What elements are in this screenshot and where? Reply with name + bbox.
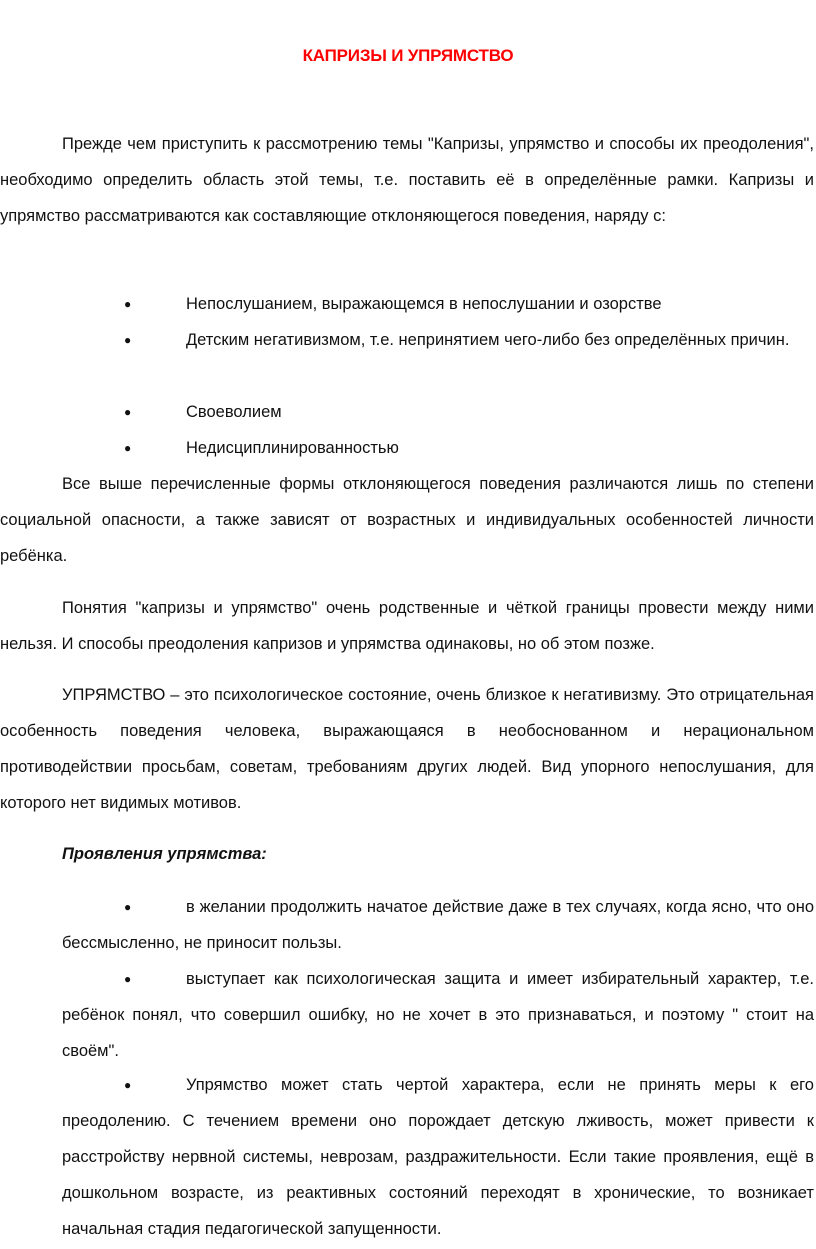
bullet-icon: ● [124, 333, 132, 347]
bullet-icon: ● [124, 1078, 132, 1092]
bullet-icon: ● [124, 441, 132, 455]
bullet-icon: ● [124, 405, 132, 419]
list-item [62, 394, 814, 430]
list-item-text: Детским негативизмом, т.е. непринятием чего-либо без определённых причин. [186, 331, 790, 349]
paragraph-4: УПРЯМСТВО – это психологическое состояние, очень близкое к негативизму. Это отрицательная особенность поведения человека, выражающаяся в необоснованном и нерациональном противодействии просьбам, советам, требованиям других людей. Вид упорного непослушания, для которого нет видимых мотивов. [0, 686, 814, 812]
bullet-icon: ● [124, 972, 132, 986]
list-item-text: Недисциплинированностью [186, 439, 399, 457]
list-item [62, 961, 814, 1069]
list-item [62, 322, 814, 358]
section-heading: Проявления упрямства: [62, 845, 267, 863]
paragraph-2: Все выше перечисленные формы отклоняющегося поведения различаются лишь по степени социальной опасности, а также зависят от возрастных и индивидуальных особенностей личности ребёнка. [0, 475, 814, 565]
document-title: КАПРИЗЫ И УПРЯМСТВО [302, 46, 514, 65]
list-item-text: выступает как психологическая защита и имеет избирательный характер, т.е. ребёнок понял, что совершил ошибку, но не хочет в это признаваться, и поэтому " стоит на своём". [62, 970, 814, 1060]
list-item-text: в желании продолжить начатое действие даже в тех случаях, когда ясно, что оно бессмысленно, не приносит пользы. [62, 898, 814, 952]
list-item [62, 1067, 814, 1247]
list-item-text: Своеволием [186, 403, 282, 421]
intro-paragraph: Прежде чем приступить к рассмотрению темы "Капризы, упрямство и способы их преодоления", необходимо определить область этой темы, т.е. поставить её в определённые рамки. Капризы и упрямство рассматриваются как составляющие отклоняющегося поведения, наряду с: [0, 135, 814, 225]
bullet-icon: ● [124, 297, 132, 311]
list-item-text: Непослушанием, выражающемся в непослушании и озорстве [186, 295, 662, 313]
list-item [62, 286, 814, 322]
list-item-text: Упрямство может стать чертой характера, если не принять меры к его преодолению. С течением времени оно порождает детскую лживость, может привести к расстройству нервной системы, неврозам, раздражительности. Если такие проявления, ещё в дошкольном возрасте, из реактивных состояний переходят в хронические, то возникает начальная стадия педагогической запущенности. [62, 1076, 814, 1238]
paragraph-3: Понятия "капризы и упрямство" очень родственные и чёткой границы провести между ними нельзя. И способы преодоления капризов и упрямства одинаковы, но об этом позже. [0, 599, 814, 653]
list-item [62, 430, 814, 466]
bullet-icon: ● [124, 900, 132, 914]
list-item [62, 889, 814, 961]
